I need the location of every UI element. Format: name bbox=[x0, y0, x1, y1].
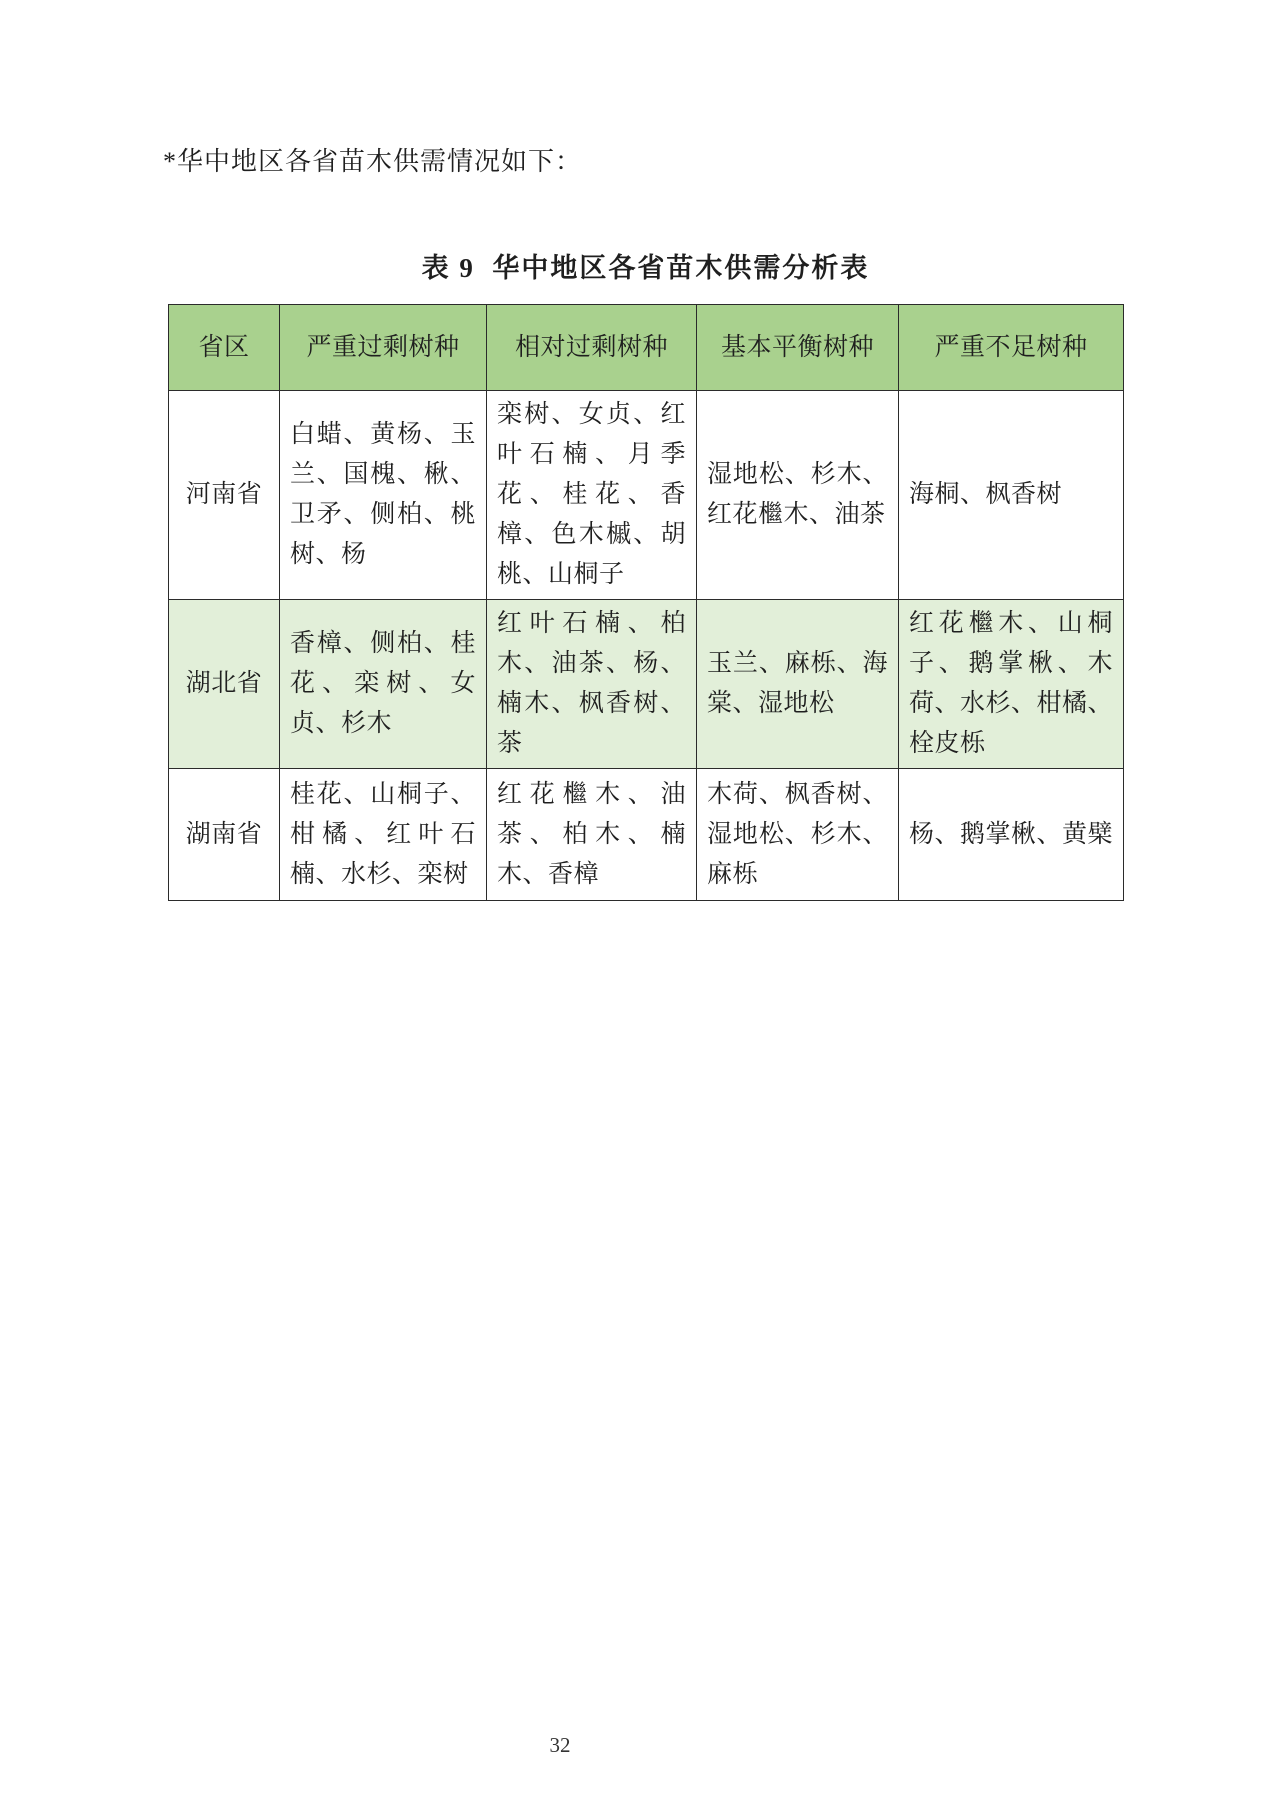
cell-severe-shortage: 杨、鹅掌楸、黄檗 bbox=[899, 769, 1124, 901]
cell-balanced: 湿地松、杉木、红花檵木、油茶 bbox=[697, 391, 899, 600]
cell-severe-shortage: 红花檵木、山桐子、鹅掌楸、木荷、水杉、柑橘、栓皮栎 bbox=[899, 600, 1124, 769]
header-severe-surplus: 严重过剩树种 bbox=[280, 305, 487, 391]
page-number: 32 bbox=[549, 1733, 571, 1757]
cell-province: 河南省 bbox=[169, 391, 280, 600]
table-row-hubei bbox=[169, 600, 1124, 769]
header-relative-surplus: 相对过剩树种 bbox=[487, 305, 697, 391]
table-row-hunan bbox=[169, 769, 1124, 901]
cell-relative-surplus: 红叶石楠、柏木、油茶、杨、楠木、枫香树、茶 bbox=[487, 600, 697, 769]
cell-relative-surplus: 栾树、女贞、红叶石楠、月季花、桂花、香樟、色木槭、胡桃、山桐子 bbox=[487, 391, 697, 600]
table-row-henan bbox=[169, 391, 1124, 600]
cell-relative-surplus: 红花檵木、油茶、柏木、楠木、香樟 bbox=[487, 769, 697, 901]
seedling-supply-demand-table bbox=[168, 304, 1124, 901]
cell-province: 湖北省 bbox=[169, 600, 280, 769]
cell-balanced: 木荷、枫香树、湿地松、杉木、麻栎 bbox=[697, 769, 899, 901]
cell-severe-shortage: 海桐、枫香树 bbox=[899, 391, 1124, 600]
cell-severe-surplus: 白蜡、黄杨、玉兰、国槐、楸、卫矛、侧柏、桃树、杨 bbox=[280, 391, 487, 600]
table-header-row bbox=[169, 305, 1124, 391]
header-province: 省区 bbox=[169, 305, 280, 391]
cell-province: 湖南省 bbox=[169, 769, 280, 901]
cell-severe-surplus: 桂花、山桐子、柑橘、红叶石楠、水杉、栾树 bbox=[280, 769, 487, 901]
cell-balanced: 玉兰、麻栎、海棠、湿地松 bbox=[697, 600, 899, 769]
header-balanced: 基本平衡树种 bbox=[697, 305, 899, 391]
section-heading: *华中地区各省苗木供需情况如下： bbox=[163, 147, 583, 176]
table-caption: 表 9 华中地区各省苗木供需分析表 bbox=[421, 253, 870, 283]
cell-severe-surplus: 香樟、侧柏、桂花、栾树、女贞、杉木 bbox=[280, 600, 487, 769]
header-severe-shortage: 严重不足树种 bbox=[899, 305, 1124, 391]
